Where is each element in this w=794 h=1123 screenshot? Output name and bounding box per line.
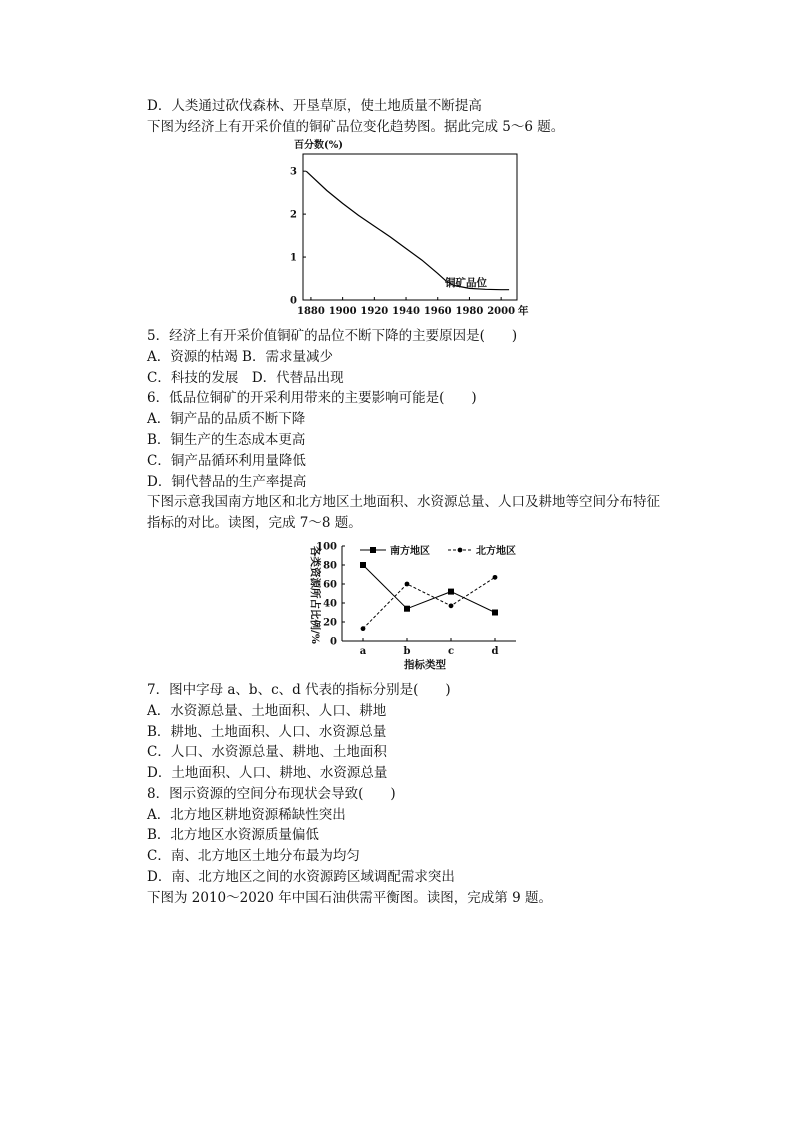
legend-square-marker [370, 547, 376, 553]
q7-option-a: A．水资源总量、土地面积、人口、耕地 [147, 703, 387, 719]
q6-option-c: C．铜产品循环利用量降低 [147, 453, 306, 469]
chart2-xlabel: 指标类型 [404, 659, 446, 671]
chart1-xtick-label: 1920 [360, 306, 389, 317]
chart2-legend [360, 544, 516, 557]
legend-south-label: 南方地区 [390, 546, 430, 557]
q5-options-ab: A．资源的枯竭 B．需求量减少 [147, 349, 333, 365]
chart2-xtick-label: c [447, 646, 455, 657]
resource-ratio-chart [298, 538, 534, 672]
chart1-series-line [306, 171, 509, 290]
q8-option-b: B．北方地区水资源质量偏低 [147, 827, 319, 843]
q7-option-c: C．人口、水资源总量、耕地、土地面积 [147, 744, 387, 760]
chart2-ytick-label: 60 [323, 579, 337, 591]
chart1-xtick-label: 1960 [423, 306, 452, 317]
q6-option-d: D．铜代替品的生产率提高 [147, 474, 307, 490]
copper-grade-chart [280, 136, 540, 318]
q8-option-d: D．南、北方地区之间的水资源跨区域调配需求突出 [147, 869, 455, 885]
chart2-south-point [404, 606, 410, 612]
q5-options-cd: C．科技的发展 D．代替品出现 [147, 370, 344, 386]
chart1-xtick-label: 1900 [328, 306, 357, 317]
chart1-series-label: 铜矿品位 [445, 277, 487, 289]
chart2-xtick-label: b [403, 646, 411, 657]
chart2-south-point [448, 589, 454, 595]
chart1-xtick-label: 1940 [392, 306, 420, 317]
question-6: 6．低品位铜矿的开采利用带来的主要影响可能是( ) [147, 390, 477, 406]
chart2-north-point [493, 575, 498, 580]
chart2-north-point [405, 582, 410, 587]
chart2-north-point [361, 626, 366, 631]
chart2-ytick-label: 100 [316, 541, 337, 553]
legend-dot-marker [458, 548, 463, 553]
chart1-ytick-label: 1 [290, 252, 297, 264]
chart2-series-line-south [363, 565, 495, 613]
q7-option-b: B．耕地、土地面积、人口、水资源总量 [147, 724, 387, 740]
question-5: 5．经济上有开采价值铜矿的品位不断下降的主要原因是( ) [147, 328, 518, 344]
chart2-intro-line2: 指标的对比。读图，完成 7～8 题。 [147, 515, 362, 531]
chart1-intro: 下图为经济上有开采价值的铜矿品位变化趋势图。据此完成 5～6 题。 [147, 119, 565, 135]
q8-option-a: A．北方地区耕地资源稀缺性突出 [147, 807, 346, 823]
chart2-intro-line1: 下图示意我国南方地区和北方地区土地面积、水资源总量、人口及耕地等空间分布特征 [147, 494, 660, 510]
chart1-ytick-label: 0 [290, 295, 297, 307]
chart1-xtick-label: 1880 [297, 306, 325, 317]
chart3-intro: 下图为 2010～2020 年中国石油供需平衡图。读图，完成第 9 题。 [147, 890, 552, 906]
q6-option-a: A．铜产品的品质不断下降 [147, 411, 306, 427]
chart2-ylabel: 各类资源所占比例/% [309, 546, 321, 644]
question-8: 8．图示资源的空间分布现状会导致( ) [147, 786, 396, 802]
q6-option-b: B．铜生产的生态成本更高 [147, 432, 306, 448]
chart2-south-point [360, 562, 366, 568]
chart1-ylabel: 百分数(%) [294, 140, 343, 151]
chart1-ytick-label: 2 [290, 209, 297, 221]
question-7: 7．图中字母 a、b、c、d 代表的指标分别是( ) [147, 682, 451, 698]
q8-option-c: C．南、北方地区土地分布最为均匀 [147, 848, 360, 864]
q7-option-d: D．土地面积、人口、耕地、水资源总量 [147, 765, 388, 781]
chart1-xtick-label: 1980 [455, 306, 484, 317]
chart2-ytick-label: 20 [323, 617, 337, 629]
chart1-ytick-label: 3 [290, 166, 297, 178]
chart2-ytick-label: 0 [330, 636, 337, 648]
legend-north-label: 北方地区 [476, 546, 516, 557]
chart1-xtick-label: 2000 [487, 306, 516, 317]
chart1-x-unit: 年 [518, 305, 529, 317]
chart2-ytick-label: 40 [323, 598, 337, 610]
chart2-south-point [492, 610, 498, 616]
chart2-xtick-label: d [491, 646, 499, 657]
option-d-q4: D．人类通过砍伐森林、开垦草原，使土地质量不断提高 [147, 98, 482, 114]
chart2-xtick-label: a [359, 646, 367, 657]
chart2-north-point [449, 603, 454, 608]
chart2-ytick-label: 80 [323, 560, 337, 572]
